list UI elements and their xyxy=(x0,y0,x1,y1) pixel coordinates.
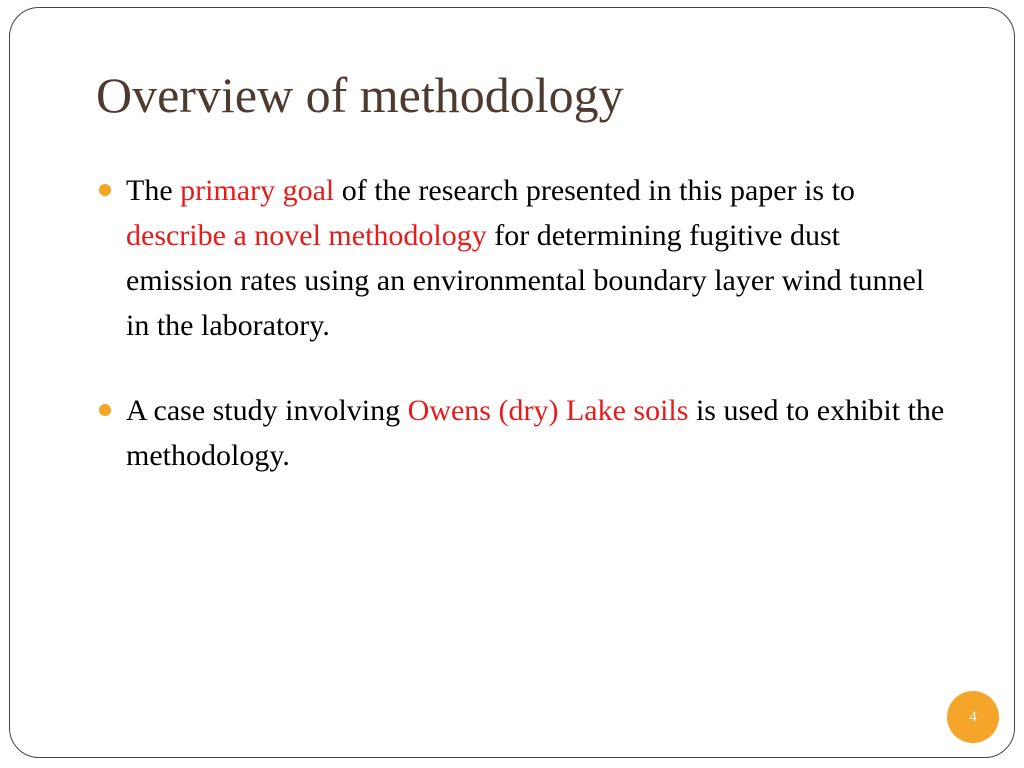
bullet-text-segment: is used to exhibit the methodology. xyxy=(126,394,945,472)
highlight-owens-lake-soils: Owens (dry) Lake soils xyxy=(407,394,689,427)
bullet-text-segment: A case study involving xyxy=(126,394,408,427)
bullet-list xyxy=(96,168,946,478)
bullet-text-segment: The xyxy=(126,174,181,207)
bullet-item-case-study xyxy=(96,388,946,478)
highlight-novel-methodology: describe a novel methodology xyxy=(126,219,487,252)
bullet-text-segment: of the research presented in this paper is to xyxy=(334,174,855,207)
bullet-dot-icon xyxy=(99,404,111,416)
page-number-badge: 4 xyxy=(947,691,999,743)
bullet-item-primary-goal xyxy=(96,168,946,348)
bullet-dot-icon xyxy=(99,184,111,196)
slide-title: Overview of methodology xyxy=(96,67,624,123)
highlight-primary-goal: primary goal xyxy=(180,174,335,207)
bullet-text-segment: for determining fugitive dust emission rates using an environmental boundary layer wind tunnel in the laboratory. xyxy=(126,219,925,342)
